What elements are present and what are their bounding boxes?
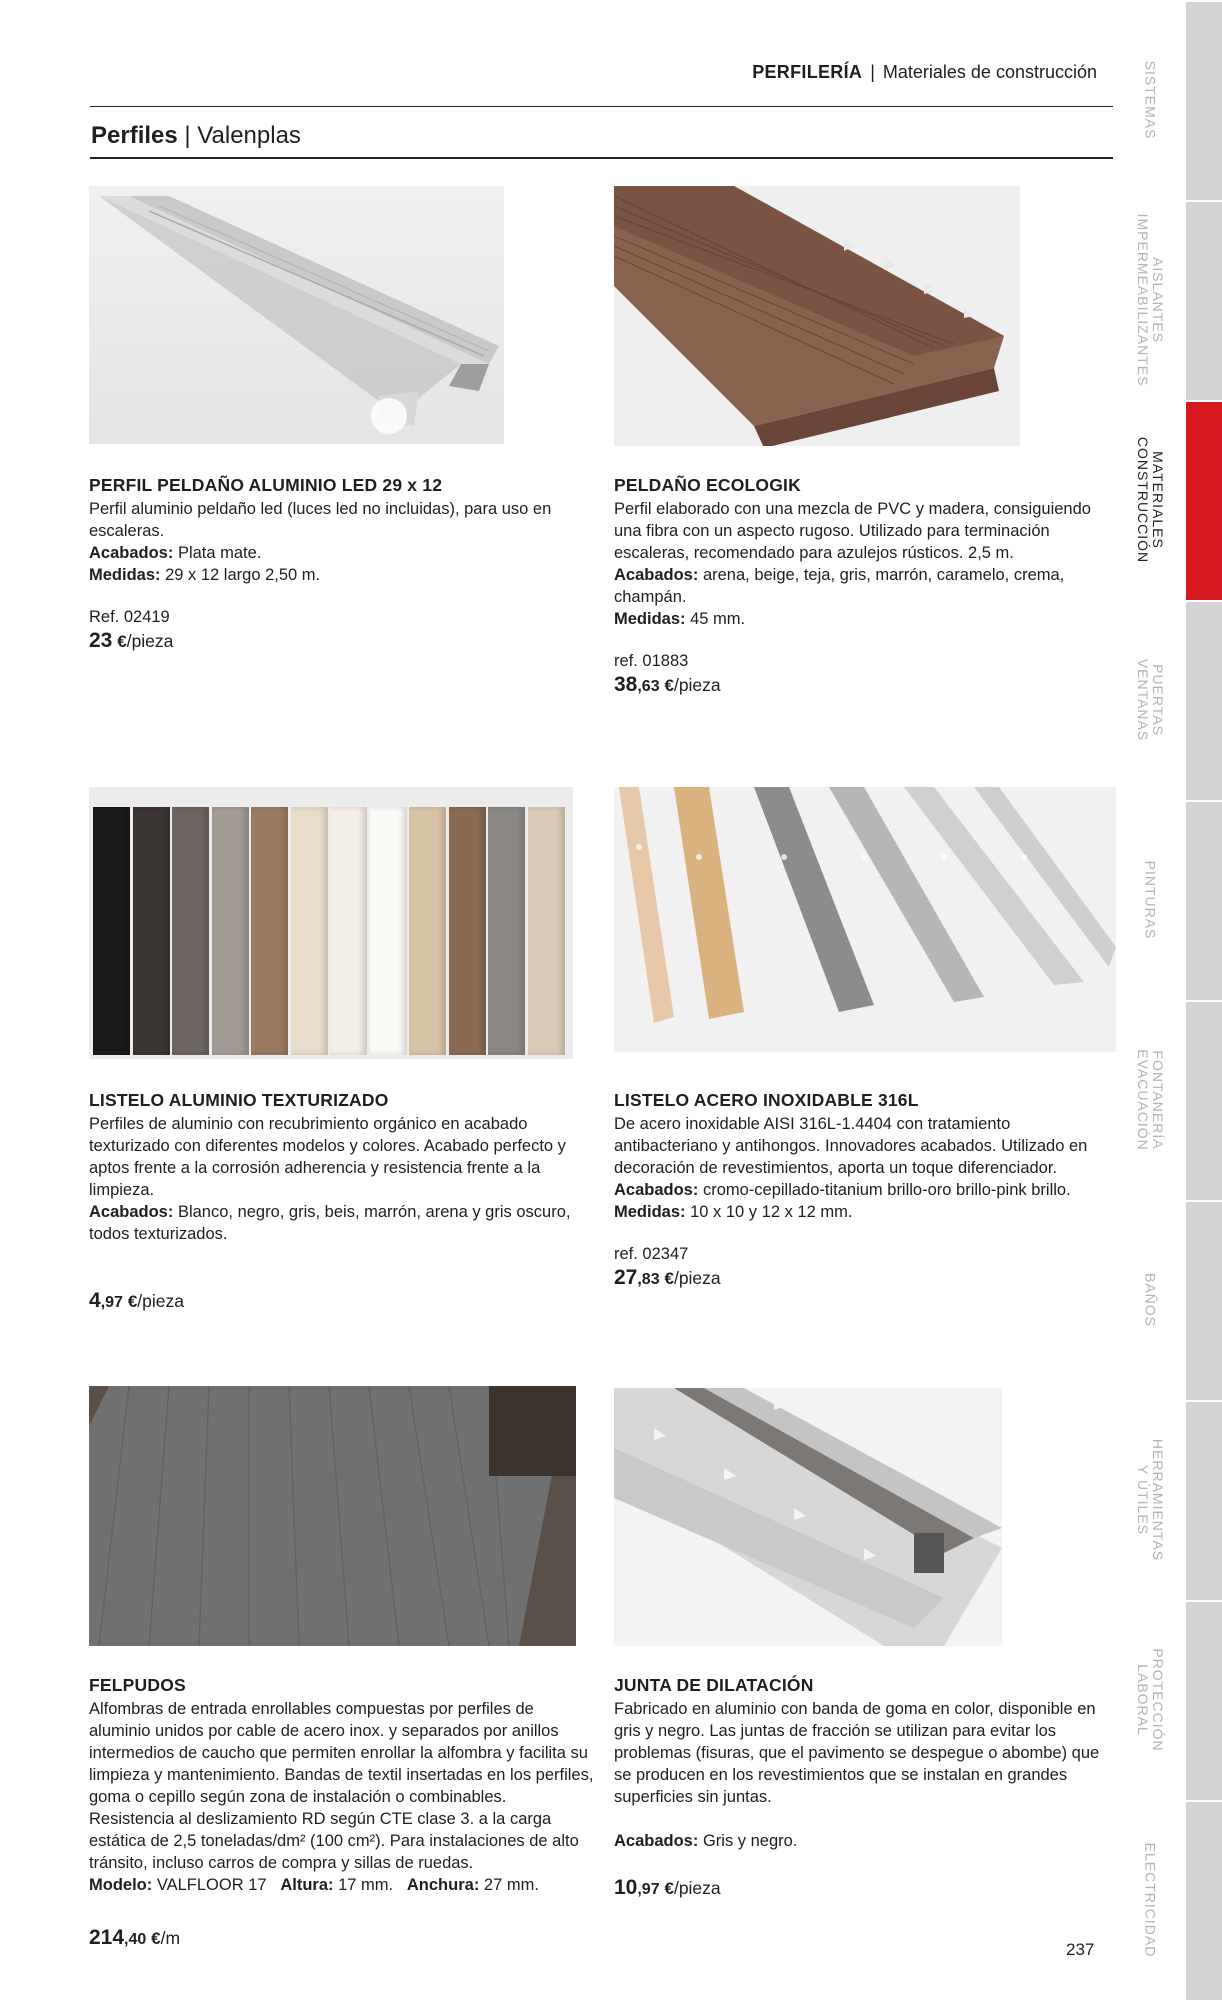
side-tab[interactable]: HERRAMIENTAS Y ÚTILES xyxy=(1140,1400,1222,1600)
product-price: 23 €/pieza xyxy=(89,629,174,652)
product-measures: Medidas: 29 x 12 largo 2,50 m. xyxy=(89,566,321,584)
product-price: 27,83 €/pieza xyxy=(614,1266,721,1289)
side-category-tabs xyxy=(1135,0,1222,2000)
color-swatch xyxy=(488,807,525,1055)
product-description: Fabricado en aluminio con banda de goma en color, disponible en gris y negro. Las juntas de fracción se utilizan para evitar los problemas (fisuras, que el pavimento se despegue o abombe) que se producen en los revestimientos que se instalan en grandes superficies sin juntas. xyxy=(614,1700,1100,1806)
product-description: Alfombras de entrada enrollables compuestas por perfiles de aluminio unidos por cable de acero inox. y separados por anillos intermedios de caucho que permiten enrollar la alfombra y facilita su limpieza y mantenimiento. Bandas de textil insertadas en los perfiles, goma o cepillo según zona de instalación o combinables. Resistencia al deslizamiento RD según CTE clase 3. a la carga estática de 2,5 toneladas/dm² (100 cm²). Para instalaciones de alto tránsito, incluso carros de compra y sillas de ruedas. xyxy=(89,1700,594,1872)
entrance-mat-image xyxy=(89,1386,576,1646)
product-ref: ref. 01883 xyxy=(614,652,689,670)
product-name: PELDAÑO ECOLOGIK xyxy=(614,475,801,495)
color-swatch xyxy=(251,807,288,1055)
side-tab-marker xyxy=(1186,400,1222,600)
product-finishes: Acabados: cromo-cepillado-titanium brillo-oro brillo-pink brillo. xyxy=(614,1181,1071,1199)
side-tab[interactable]: MATERIALES CONSTRUCCIÓN xyxy=(1140,400,1222,600)
subsection-name: Materiales de construcción xyxy=(882,62,1097,82)
page-title: Perfiles | Valenplas xyxy=(91,122,301,149)
expansion-joint-image xyxy=(614,1388,1002,1646)
section-header xyxy=(752,62,1097,83)
product-finishes: Acabados: Blanco, negro, gris, beis, marrón, arena y gris oscuro, todos texturizados. xyxy=(89,1203,571,1243)
side-tab[interactable]: BAÑOS xyxy=(1140,1200,1222,1400)
color-swatch xyxy=(528,807,565,1055)
product-photo xyxy=(614,186,1020,446)
product-card-felpudos xyxy=(89,1386,594,1950)
product-measures: Medidas: 45 mm. xyxy=(614,610,746,628)
product-measures: Medidas: 10 x 10 y 12 x 12 mm. xyxy=(614,1203,853,1221)
product-description: De acero inoxidable AISI 316L-1.4404 con tratamiento antibacteriano y antihongos. Innovadores acabados. Utilizado en decoración de revestimientos, aporta un toque diferenciador. xyxy=(614,1115,1088,1177)
color-swatch xyxy=(330,807,367,1055)
product-name: JUNTA DE DILATACIÓN xyxy=(614,1675,814,1695)
side-tab-marker xyxy=(1186,600,1222,800)
product-photo xyxy=(614,1388,1002,1646)
product-card-listelo-acero xyxy=(614,787,1114,1290)
color-swatch xyxy=(172,807,209,1055)
product-description: Perfil elaborado con una mezcla de PVC y madera, consiguiendo una fibra con un aspecto rugoso. Utilizado para terminación escaleras, recomendado para azulejos rústicos. 2,5 m. xyxy=(614,500,1091,562)
product-finishes: Acabados: Plata mate. xyxy=(89,544,262,562)
product-name: LISTELO ALUMINIO TEXTURIZADO xyxy=(89,1090,389,1110)
product-price: 214,40 €/m xyxy=(89,1926,181,1949)
product-photo xyxy=(89,787,573,1059)
side-tab[interactable]: PUERTAS VENTANAS xyxy=(1140,600,1222,800)
product-ref: ref. 02347 xyxy=(614,1245,689,1263)
product-model-specs: Modelo: VALFLOOR 17 Altura: 17 mm. Anchura: 27 mm. xyxy=(89,1876,539,1894)
color-swatch xyxy=(449,807,486,1055)
color-swatch xyxy=(370,807,407,1055)
product-price: 38,63 €/pieza xyxy=(614,673,721,696)
product-finishes: Acabados: arena, beige, teja, gris, marrón, caramelo, crema, champán. xyxy=(614,566,1065,606)
header-separator: | xyxy=(870,62,875,82)
aluminium-step-profile-image xyxy=(89,186,504,444)
page-number: 237 xyxy=(1066,1940,1095,1959)
header-rule xyxy=(90,106,1113,107)
page-title-brand: Valenplas xyxy=(197,122,301,149)
side-tab[interactable]: SISTEMAS xyxy=(1140,0,1222,200)
wood-pvc-step-image xyxy=(614,186,1020,446)
title-rule xyxy=(90,157,1113,159)
side-tab[interactable]: ELECTRICIDAD xyxy=(1140,1800,1222,2000)
product-card-perfil-peldano xyxy=(89,186,589,653)
side-tab[interactable]: FONTANERÍA EVACUACIÓN xyxy=(1140,1000,1222,1200)
product-photo xyxy=(89,1386,576,1646)
side-tab-marker xyxy=(1186,800,1222,1000)
section-name: PERFILERÍA xyxy=(752,62,863,82)
product-name: LISTELO ACERO INOXIDABLE 316L xyxy=(614,1090,919,1110)
page-title-main: Perfiles xyxy=(91,122,178,149)
product-price: 4,97 €/pieza xyxy=(89,1289,184,1312)
product-card-listelo-aluminio xyxy=(89,787,589,1313)
side-tab-marker xyxy=(1186,0,1222,200)
side-tab-marker xyxy=(1186,1000,1222,1200)
color-swatch xyxy=(93,807,130,1055)
side-tab[interactable]: AISLANTES IMPERMEABILIZANTES xyxy=(1140,200,1222,400)
product-ref: Ref. 02419 xyxy=(89,608,170,626)
side-tab-marker xyxy=(1186,1600,1222,1800)
product-photo xyxy=(89,186,504,444)
color-swatch xyxy=(409,807,446,1055)
product-photo xyxy=(614,787,1116,1052)
side-tab-marker xyxy=(1186,1800,1222,2000)
product-price: 10,97 €/pieza xyxy=(614,1876,721,1899)
side-tab[interactable]: PINTURAS xyxy=(1140,800,1222,1000)
product-finishes: Acabados: Gris y negro. xyxy=(614,1832,798,1850)
color-swatch xyxy=(133,807,170,1055)
product-description: Perfiles de aluminio con recubrimiento orgánico en acabado texturizado con diferentes modelos y colores. Acabado perfecto y aptos frente a la corrosión adherencia y resistencia frente a la limpieza. xyxy=(89,1115,566,1199)
stainless-trims-image xyxy=(614,787,1116,1052)
color-swatch xyxy=(291,807,328,1055)
side-tab-marker xyxy=(1186,1200,1222,1400)
side-tab-marker xyxy=(1186,200,1222,400)
color-swatch xyxy=(212,807,249,1055)
side-tab[interactable]: PROTECCIÓN LABORAL xyxy=(1140,1600,1222,1800)
product-card-peldano-ecologik xyxy=(614,186,1114,697)
product-name: PERFIL PELDAÑO ALUMINIO LED 29 x 12 xyxy=(89,475,443,495)
product-description: Perfil aluminio peldaño led (luces led no incluidas), para uso en escaleras. xyxy=(89,500,552,540)
product-name: FELPUDOS xyxy=(89,1675,186,1695)
product-card-junta-dilatacion xyxy=(614,1388,1114,1900)
side-tab-marker xyxy=(1186,1400,1222,1600)
